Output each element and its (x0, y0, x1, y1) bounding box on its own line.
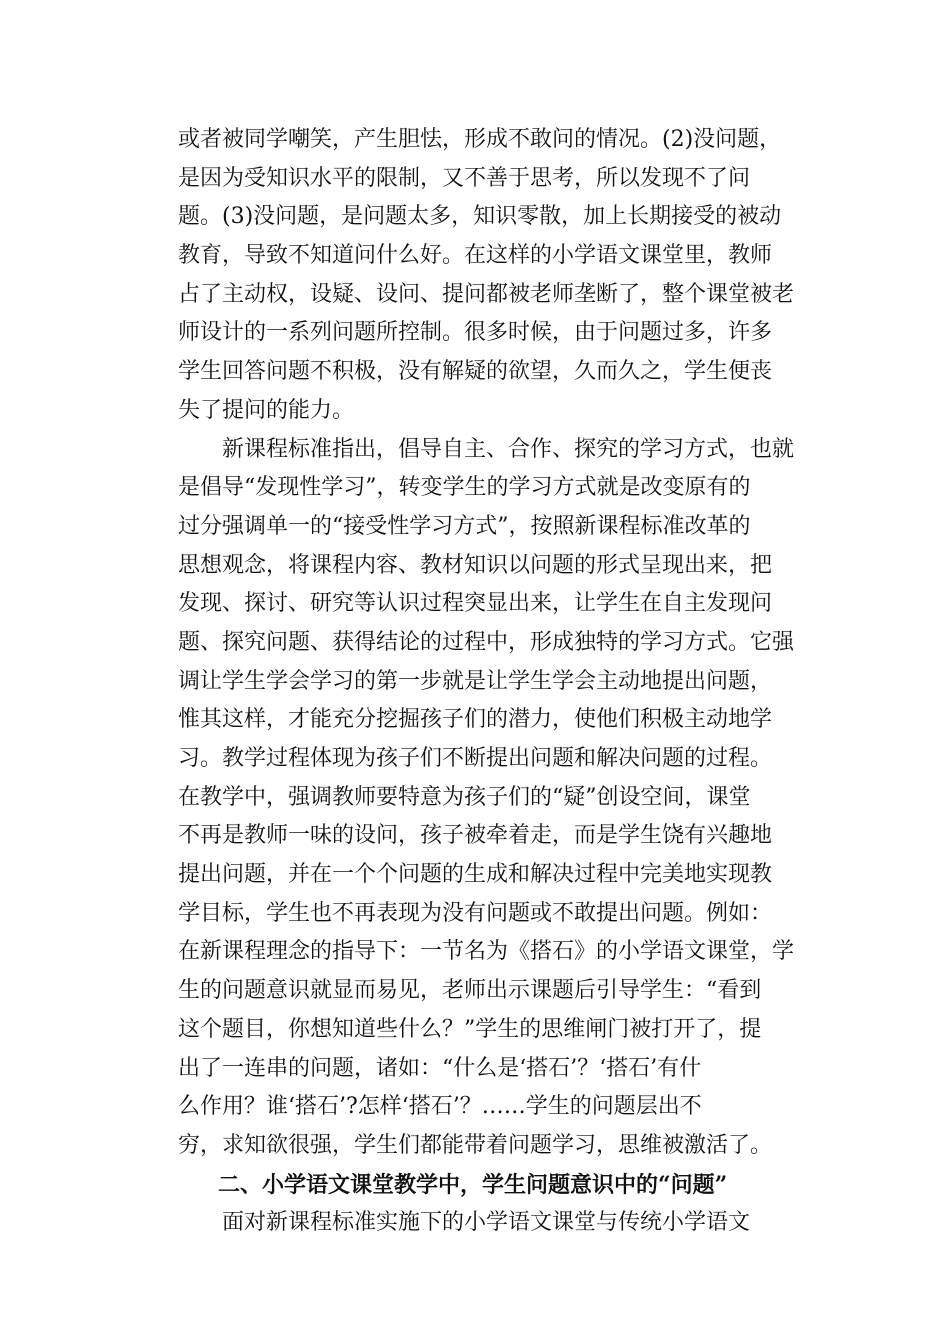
text-line: 惟其这样，才能充分挖掘孩子们的潜力，使他们积极主动地学 (178, 707, 773, 733)
paragraph-3 (178, 1204, 778, 1243)
text-line: 穷，求知欲很强，学生们都能带着问题学习，思维被激活了。 (178, 1132, 773, 1158)
text-line: 面对新课程标准实施下的小学语文课堂与传统小学语文 (222, 1210, 751, 1236)
text-line: 失了提问的能力。 (178, 397, 355, 423)
text-line: 或者被同学嘲笑，产生胆怯，形成不敢问的情况。(2)没问题， (178, 127, 782, 152)
text-line: 是倡导“发现性学习”，转变学生的学习方式就是改变原有的 (178, 475, 751, 501)
text-line: 在新课程理念的指导下：一节名为《搭石》的小学语文课堂，学 (178, 939, 795, 965)
body-text (178, 121, 795, 1243)
paragraph-1 (178, 121, 795, 431)
text-line: 调让学生学会学习的第一步就是让学生学会主动地提出问题， (178, 668, 773, 694)
text-line: 学生回答问题不积极，没有解疑的欲望，久而久之，学生便丧 (178, 359, 773, 385)
paragraph-2 (178, 431, 795, 1166)
text-line: 占了主动权，设疑、设问、提问都被老师垄断了，整个课堂被老 (178, 281, 795, 307)
text-line: 师设计的一系列问题所控制。很多时候，由于问题过多，许多 (178, 320, 773, 346)
text-line: 过分强调单一的“接受性学习方式”，按照新课程标准改革的 (178, 513, 751, 539)
text-line: 提出问题，并在一个个问题的生成和解决过程中完美地实现教 (178, 862, 773, 888)
text-line: 这个题目，你想知道些什么？”学生的思维闸门被打开了，提 (178, 1016, 762, 1042)
text-line: 在教学中，强调教师要特意为孩子们的“疑”创设空间，课堂 (178, 784, 751, 810)
text-line: 学目标，学生也不再表现为没有问题或不敢提出问题。例如： (178, 900, 773, 926)
text-line: 发现、探讨、研究等认识过程突显出来，让学生在自主发现问 (178, 591, 773, 617)
section-heading: 二、小学语文课堂教学中，学生问题意识中的“问题” (218, 1171, 728, 1198)
text-line: 教育，导致不知道问什么好。在这样的小学语文课堂里，教师 (178, 243, 773, 269)
text-line: 么作用？谁‘搭石’?怎样‘搭石’？……学生的问题层出不 (178, 1094, 702, 1120)
text-line: 新课程标准指出，倡导自主、合作、探究的学习方式，也就 (222, 436, 795, 462)
text-line: 生的问题意识就显而易见，老师出示课题后引导学生：“看到 (178, 978, 762, 1004)
text-line: 是因为受知识水平的限制，又不善于思考，所以发现不了问 (178, 165, 751, 191)
text-line: 出了一连串的问题，诸如：“什么是‘搭石’？‘搭石’有什 (178, 1055, 702, 1081)
text-line: 习。教学过程体现为孩子们不断提出问题和解决问题的过程。 (178, 746, 773, 771)
text-line: 题。(3)没问题，是问题太多，知识零散，加上长期接受的被动 (178, 204, 782, 230)
text-line: 思想观念，将课程内容、教材知识以问题的形式呈现出来，把 (178, 552, 773, 578)
text-line: 不再是教师一味的设问，孩子被牵着走，而是学生饶有兴趣地 (178, 823, 773, 849)
text-line: 题、探究问题、获得结论的过程中，形成独特的学习方式。它强 (178, 629, 795, 655)
